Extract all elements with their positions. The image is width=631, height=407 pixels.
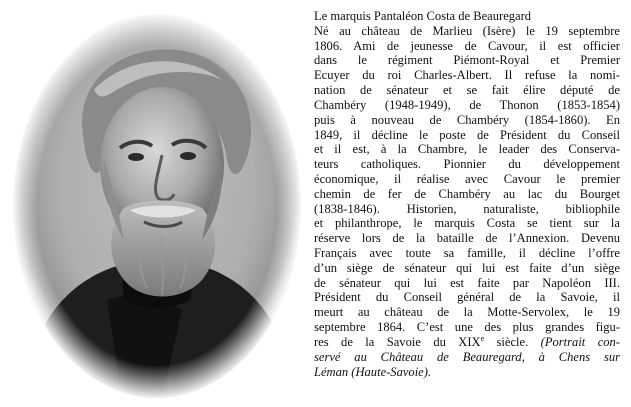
caption-line: nation de sénateur et se fait élire député de xyxy=(314,83,620,98)
caption-line: Né au château de Marlieu (Isère) le 19 septembre xyxy=(314,23,620,38)
caption-line: économique, il réalise avec Cavour le premier xyxy=(314,171,620,186)
caption-line: Chambéry (1948-1949), de Thonon (1853-1854) xyxy=(314,97,620,112)
caption-line: teurs catholiques. Pionnier du développement xyxy=(314,157,620,172)
portrait-credit: Léman (Haute-Savoie). xyxy=(314,364,432,379)
caption-line xyxy=(314,335,620,350)
caption-line: chemin de fer de Chambéry au lac du Bourget xyxy=(314,186,620,201)
caption-line: de sénateur qui lui est faite par Napoléon III. xyxy=(314,275,620,290)
caption-line: dans le régiment Piémont-Royal et Premier xyxy=(314,53,620,68)
caption-line: Français avec toute sa famille, il décline l’offre xyxy=(314,246,620,260)
caption-text xyxy=(314,9,620,379)
portrait-photo xyxy=(12,10,302,398)
caption-line: (1838-1846). Historien, naturaliste, bibliophile xyxy=(314,201,620,216)
caption-line: 1806. Ami de jeunesse de Cavour, il est officier xyxy=(314,38,620,53)
caption-line: septembre 1864. C’est une des plus grandes figu- xyxy=(314,320,620,335)
caption-line: Ecuyer du roi Charles-Albert. Il refuse la nomi- xyxy=(314,68,620,83)
caption-text-run: siècle. xyxy=(484,334,541,349)
portrait-credit: servé au Château de Beauregard, à Chens sur xyxy=(314,349,620,364)
caption-line: et il est, à la Chambre, le leader des Conserva- xyxy=(314,142,620,157)
caption-line: réserve lors de la bataille de l’Annexion. Devenu xyxy=(314,231,620,246)
caption-line: et philanthrope, le marquis Costa se tient sur la xyxy=(314,216,620,231)
portrait-credit: (Portrait con- xyxy=(540,334,620,349)
caption-line: meurt au château de la Motte-Servolex, le 19 xyxy=(314,305,620,320)
caption-line: d’un siège de sénateur qui lui est faite d’un siège xyxy=(314,260,620,275)
caption-line: 1849, il décline le poste de Président du Conseil xyxy=(314,127,620,142)
superscript: e xyxy=(480,333,485,343)
caption-title: Le marquis Pantaléon Costa de Beauregard xyxy=(314,9,532,23)
caption-text-run: res de la Savoie du XIX xyxy=(314,334,481,349)
caption-line: puis à nouveau de Chambéry (1854-1860). En xyxy=(314,112,620,127)
caption-line: Président du Conseil général de la Savoie, il xyxy=(314,290,620,305)
